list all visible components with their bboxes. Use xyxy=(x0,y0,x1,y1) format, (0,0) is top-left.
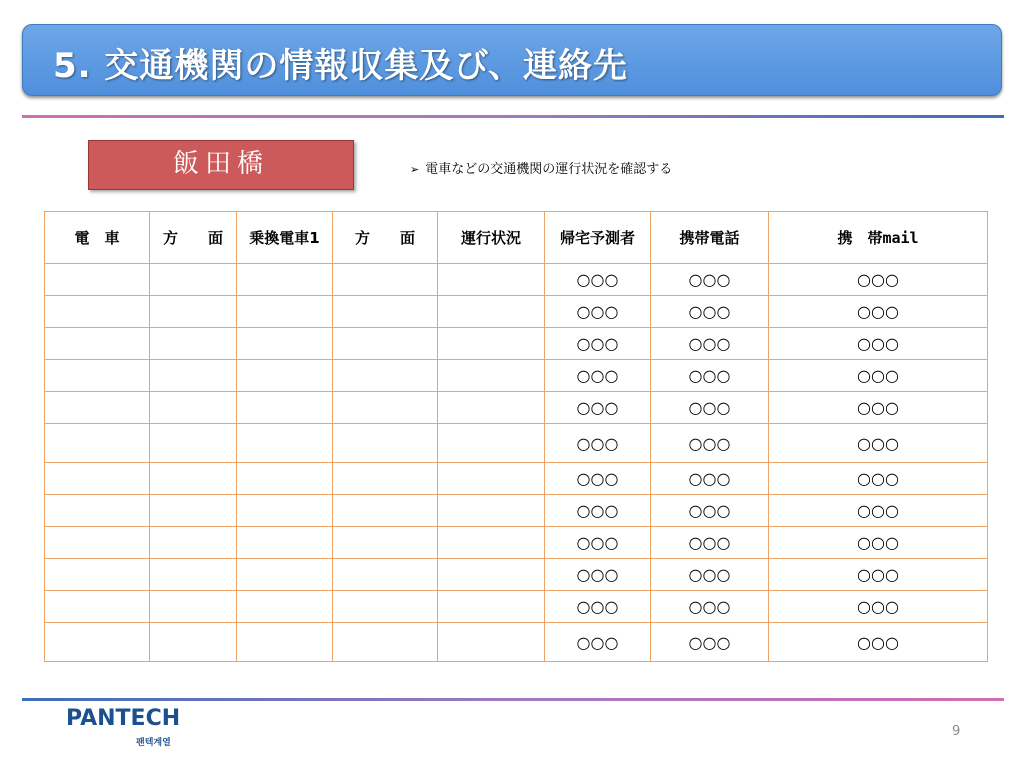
header-mobile-phone: 携帯電話 xyxy=(651,212,769,264)
table-row xyxy=(45,264,988,296)
logo-wordmark: PANTECH xyxy=(66,706,181,731)
table-cell: ○○○ xyxy=(769,527,988,559)
table-cell xyxy=(333,296,438,328)
table-cell xyxy=(438,463,545,495)
table-cell: ○○○ xyxy=(769,623,988,662)
table-body xyxy=(45,264,988,662)
table-cell xyxy=(333,623,438,662)
table-cell: ○○○ xyxy=(769,392,988,424)
table-cell: ○○○ xyxy=(545,559,651,591)
table-cell xyxy=(45,591,150,623)
table-cell xyxy=(237,623,333,662)
table-cell: ○○○ xyxy=(545,495,651,527)
header-mobile-mail: 携 帯mail xyxy=(769,212,988,264)
table-cell: ○○○ xyxy=(545,424,651,463)
table-cell xyxy=(333,559,438,591)
table-cell: ○○○ xyxy=(545,463,651,495)
table-cell: ○○○ xyxy=(545,623,651,662)
table-row xyxy=(45,328,988,360)
table-cell: ○○○ xyxy=(769,591,988,623)
table-cell xyxy=(45,424,150,463)
header-expected-returnees: 帰宅予測者 xyxy=(545,212,651,264)
header-transfer-direction: 方 面 xyxy=(333,212,438,264)
table-header-row xyxy=(45,212,988,264)
table-cell: ○○○ xyxy=(769,463,988,495)
table-cell xyxy=(45,623,150,662)
bottom-divider xyxy=(22,698,1004,701)
table-cell: ○○○ xyxy=(769,264,988,296)
table-cell: ○○○ xyxy=(651,264,769,296)
table-cell xyxy=(45,495,150,527)
table-cell: ○○○ xyxy=(651,424,769,463)
table-cell xyxy=(150,559,237,591)
header-direction: 方 面 xyxy=(150,212,237,264)
table-cell xyxy=(333,264,438,296)
table-cell xyxy=(438,527,545,559)
table-cell xyxy=(150,463,237,495)
table-cell xyxy=(237,424,333,463)
table-cell xyxy=(438,360,545,392)
table-cell xyxy=(438,591,545,623)
table-cell xyxy=(237,360,333,392)
table-cell xyxy=(45,296,150,328)
table-cell: ○○○ xyxy=(769,360,988,392)
table-row xyxy=(45,463,988,495)
table-row xyxy=(45,392,988,424)
table-cell xyxy=(333,591,438,623)
table-cell xyxy=(438,328,545,360)
table-cell: ○○○ xyxy=(769,424,988,463)
table-cell: ○○○ xyxy=(545,264,651,296)
table-cell xyxy=(237,296,333,328)
table-cell: ○○○ xyxy=(769,296,988,328)
table-cell xyxy=(45,559,150,591)
table-cell: ○○○ xyxy=(651,495,769,527)
table-cell: ○○○ xyxy=(545,296,651,328)
contact-table xyxy=(44,211,988,662)
header-transfer-train: 乗換電車1 xyxy=(237,212,333,264)
table-cell xyxy=(45,527,150,559)
table-cell: ○○○ xyxy=(651,559,769,591)
table-cell: ○○○ xyxy=(769,328,988,360)
table-cell xyxy=(438,623,545,662)
table-cell: ○○○ xyxy=(769,559,988,591)
table-cell xyxy=(333,328,438,360)
table-cell: ○○○ xyxy=(545,392,651,424)
top-divider xyxy=(22,115,1004,118)
arrow-bullet-icon: ➢ xyxy=(410,163,420,176)
table-cell xyxy=(237,591,333,623)
table-cell xyxy=(150,360,237,392)
table-cell xyxy=(438,424,545,463)
table-cell xyxy=(45,264,150,296)
table-row xyxy=(45,296,988,328)
table-cell xyxy=(150,591,237,623)
table-cell xyxy=(333,527,438,559)
table-cell: ○○○ xyxy=(545,591,651,623)
table-cell xyxy=(150,392,237,424)
table-cell xyxy=(438,296,545,328)
table-cell xyxy=(237,264,333,296)
table-cell xyxy=(333,463,438,495)
table-cell xyxy=(333,360,438,392)
table-cell: ○○○ xyxy=(651,463,769,495)
table-cell: ○○○ xyxy=(651,296,769,328)
table-cell xyxy=(237,527,333,559)
title-bar xyxy=(22,24,1002,96)
table-cell: ○○○ xyxy=(651,328,769,360)
table-cell xyxy=(333,495,438,527)
table-cell xyxy=(150,527,237,559)
table-cell xyxy=(150,264,237,296)
header-train: 電 車 xyxy=(45,212,150,264)
table-row xyxy=(45,623,988,662)
table-cell: ○○○ xyxy=(769,495,988,527)
table-cell xyxy=(237,463,333,495)
table-cell xyxy=(438,559,545,591)
table-cell xyxy=(150,623,237,662)
table-cell: ○○○ xyxy=(651,527,769,559)
pantech-logo xyxy=(66,706,196,752)
table-row xyxy=(45,424,988,463)
logo-subtext: 팬텍계열 xyxy=(136,738,171,748)
table-cell xyxy=(150,296,237,328)
table-cell xyxy=(45,328,150,360)
table-cell xyxy=(45,463,150,495)
table-cell: ○○○ xyxy=(651,623,769,662)
table-cell: ○○○ xyxy=(545,527,651,559)
table-row xyxy=(45,591,988,623)
station-name-box: 飯田橋 xyxy=(88,140,354,190)
table-cell xyxy=(438,495,545,527)
table-cell: ○○○ xyxy=(651,360,769,392)
page-title: 5. 交通機関の情報収集及び、連絡先 xyxy=(53,46,629,86)
table-row xyxy=(45,360,988,392)
table-cell: ○○○ xyxy=(651,392,769,424)
table-cell xyxy=(150,328,237,360)
table-cell xyxy=(45,392,150,424)
table-cell: ○○○ xyxy=(545,360,651,392)
table-cell xyxy=(150,424,237,463)
instruction-note xyxy=(410,158,672,177)
table-cell xyxy=(333,392,438,424)
page-number: 9 xyxy=(952,724,961,739)
table-cell xyxy=(237,328,333,360)
table-row xyxy=(45,559,988,591)
table-cell xyxy=(237,392,333,424)
table-cell xyxy=(237,495,333,527)
instruction-text: 電車などの交通機関の運行状況を確認する xyxy=(425,162,673,177)
table-cell xyxy=(333,424,438,463)
header-operation-status: 運行状況 xyxy=(438,212,545,264)
table-cell: ○○○ xyxy=(545,328,651,360)
table-cell xyxy=(150,495,237,527)
table-cell: ○○○ xyxy=(651,591,769,623)
table-row xyxy=(45,495,988,527)
table-cell xyxy=(438,264,545,296)
table-cell xyxy=(237,559,333,591)
table-cell xyxy=(45,360,150,392)
table-row xyxy=(45,527,988,559)
table-cell xyxy=(438,392,545,424)
